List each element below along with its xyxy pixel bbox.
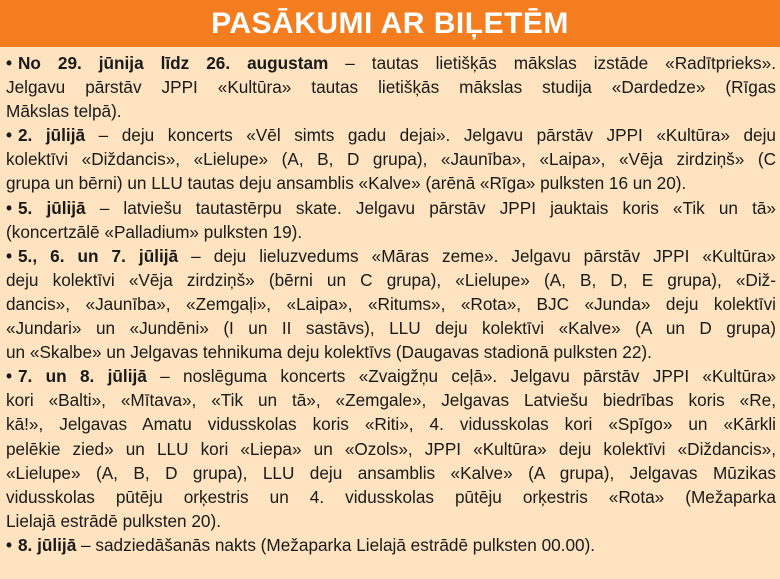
- bullet-icon: •: [6, 197, 13, 218]
- event-text: Mākslas telpā).: [6, 101, 122, 122]
- event-text: kolektīvi «Diždancis», «Lielupe» (A, B, D grupa), «Jaunība», «Laipa», «Vēja zirdziņš» (C: [6, 149, 776, 170]
- event-line: [6, 123, 776, 147]
- event-entry: [6, 123, 776, 195]
- event-date: 7. un 8. jūlijā: [18, 366, 147, 387]
- event-text: – latviešu tautastērpu skate. Jelgavu pārstāv JPPI jauktais koris «Tik un tā»: [85, 197, 776, 218]
- event-text: kā!», Jelgavas Amatu vidusskolas koris «Riti», 4. vidusskolas kori «Spīgo» un «Kārkli: [6, 414, 776, 435]
- event-line: [6, 364, 776, 388]
- bullet-icon: •: [6, 125, 13, 146]
- event-line: [6, 268, 776, 292]
- event-text: vidusskolas pūtēju orķestris un 4. vidusskolas pūtēju orķestris «Rota» (Mežaparka: [6, 486, 776, 507]
- event-line: [6, 244, 776, 268]
- event-line: [6, 316, 776, 340]
- event-line: [6, 147, 776, 171]
- bullet-icon: •: [6, 53, 13, 73]
- event-text: un «Skalbe» un Jelgavas tehnikuma deju kolektīvs (Daugavas stadionā pulksten 22).: [6, 342, 652, 363]
- event-text: «Lielupe» (A, B, D grupa), LLU deju ansamblis «Kalve» (A grupa), Jelgavas Mūzikas: [6, 462, 776, 483]
- event-line: [6, 412, 776, 436]
- event-text: – tautas lietišķās mākslas izstāde «Radītprieks».: [328, 53, 776, 73]
- event-line: [6, 533, 776, 557]
- event-text: «Jundari» un «Jundēni» (I un II sastāvs), LLU deju kolektīvi «Kalve» (A un D grupa): [6, 318, 776, 339]
- event-entry: [6, 533, 776, 557]
- event-entry: [6, 364, 776, 533]
- event-text: grupa un bērni) un LLU tautas deju ansamblis «Kalve» (arēnā «Rīga» pulksten 16 un 20).: [6, 173, 687, 194]
- bullet-icon: •: [6, 534, 13, 555]
- event-text: Lielajā estrādē pulksten 20).: [6, 510, 221, 531]
- event-text: deju kolektīvi «Vēja zirdziņš» (bērni un C grupa), «Lielupe» (A, B, D, E grupa), «Diž-: [6, 269, 776, 290]
- page-title: PASĀKUMI AR BIĻETĒM: [211, 6, 569, 40]
- event-date: 5., 6. un 7. jūlijā: [18, 245, 179, 266]
- event-date: No 29. jūnija līdz 26. augustam: [18, 53, 329, 73]
- event-line: [6, 509, 776, 533]
- event-line: [6, 485, 776, 509]
- event-text: – deju koncerts «Vēl simts gadu dejai». Jelgavu pārstāv JPPI «Kultūra» deju: [85, 125, 776, 146]
- event-line: [6, 75, 776, 99]
- event-text: dancis», «Jaunība», «Zemgaļi», «Laipa», «Ritums», «Rota», BJC «Junda» deju kolektīvi: [6, 293, 776, 314]
- event-text: kori «Balti», «Mītava», «Tik un tā», «Zemgale», Jelgavas Latviešu biedrības koris «Re,: [6, 390, 776, 411]
- event-entry: [6, 244, 776, 364]
- bullet-icon: •: [6, 366, 13, 387]
- bullet-icon: •: [6, 245, 13, 266]
- event-text: – deju lieluzvedums «Māras zeme». Jelgavu pārstāv JPPI «Kultūra»: [178, 245, 776, 266]
- event-line: [6, 388, 776, 412]
- event-text: pelēkie zied» un LLU kori «Liepa» un «Ozols», JPPI «Kultūra» deju kolektīvi «Diždancis»,: [6, 438, 776, 459]
- event-line: [6, 461, 776, 485]
- event-entry: [6, 196, 776, 244]
- event-line: [6, 171, 776, 195]
- event-text: – sadziedāšanās nakts (Mežaparka Lielajā estrādē pulksten 00.00).: [76, 534, 596, 555]
- event-date: 5. jūlijā: [18, 197, 86, 218]
- event-text: (koncertzālē «Palladium» pulksten 19).: [6, 221, 303, 242]
- header-bar: [0, 0, 780, 47]
- event-text: – noslēguma koncerts «Zvaigžņu ceļā». Jelgavu pārstāv JPPI «Kultūra»: [146, 366, 776, 387]
- event-line: [6, 437, 776, 461]
- event-line: [6, 51, 776, 75]
- event-text: Jelgavu pārstāv JPPI «Kultūra» tautas lietišķās mākslas studija «Dardedze» (Rīgas: [6, 77, 776, 98]
- event-entry: [6, 51, 776, 123]
- event-line: [6, 292, 776, 316]
- events-list: [6, 51, 776, 557]
- event-line: [6, 220, 776, 244]
- event-line: [6, 196, 776, 220]
- event-date: 2. jūlijā: [18, 125, 86, 146]
- event-line: [6, 340, 776, 364]
- event-line: [6, 99, 776, 123]
- event-date: 8. jūlijā: [18, 534, 77, 555]
